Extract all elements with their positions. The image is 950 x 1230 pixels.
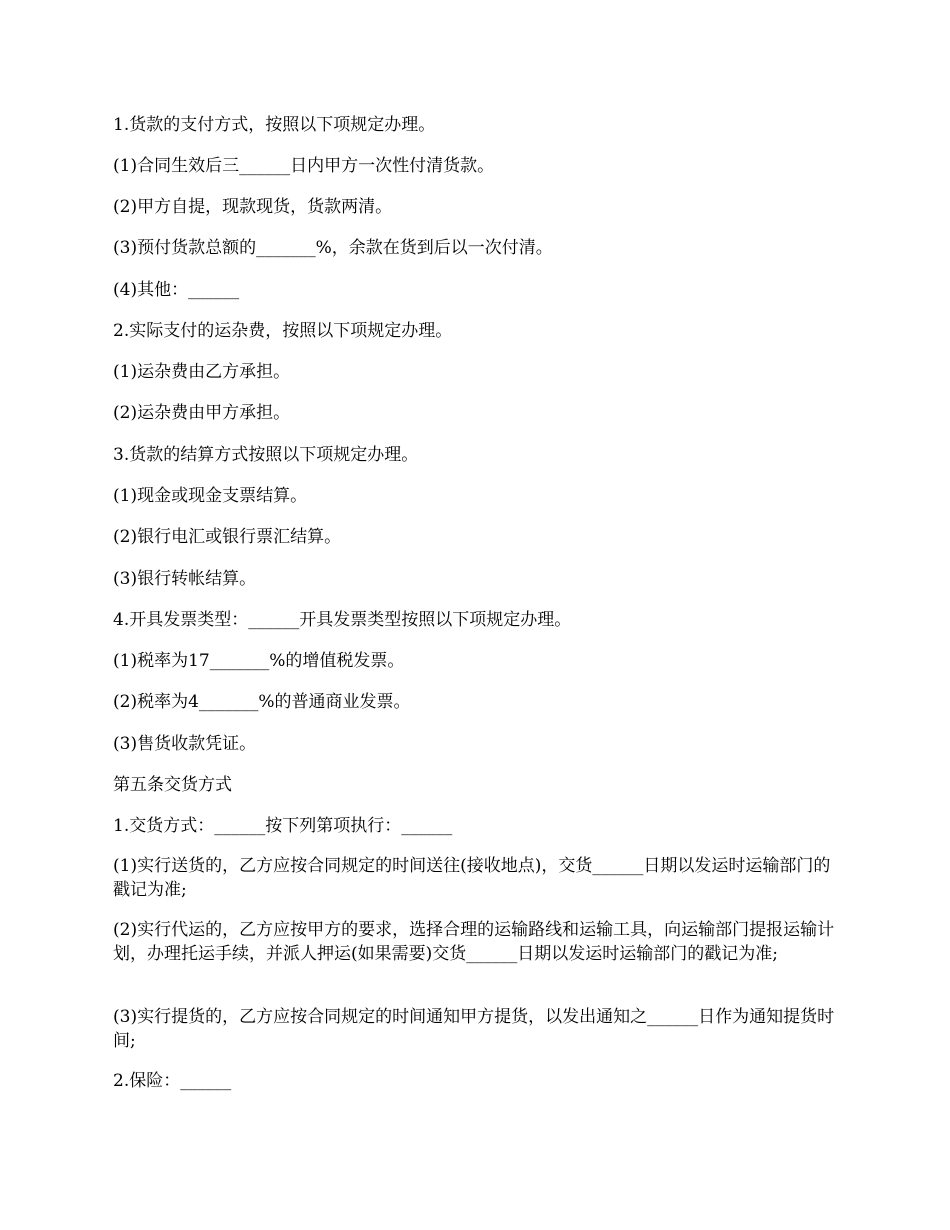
paragraph: 1.交货方式：______按下列第项执行：______: [113, 816, 453, 836]
paragraph: 3.货款的结算方式按照以下项规定办理。: [113, 445, 419, 465]
paragraph: 2.保险：______: [113, 1071, 232, 1091]
paragraph: 4.开具发票类型：______开具发票类型按照以下项规定办理。: [113, 610, 572, 630]
paragraph: (3)银行转帐结算。: [113, 569, 257, 589]
paragraph: (2)运杂费由甲方承担。: [113, 403, 291, 423]
paragraph: (2)甲方自提，现款现货，货款两清。: [113, 197, 393, 217]
paragraph: (3)实行提货的，乙方应按合同规定的时间通知甲方提货，以发出通知之______日作为通知提货时间;: [113, 1007, 835, 1051]
paragraph: 2.实际支付的运杂费，按照以下项规定办理。: [113, 321, 453, 341]
paragraph: (1)合同生效后三______日内甲方一次性付清货款。: [113, 156, 495, 176]
paragraph: (4)其他：______: [113, 280, 240, 300]
paragraph: (1)运杂费由乙方承担。: [113, 362, 291, 382]
paragraph: (1)税率为17_______%的增值税发票。: [113, 651, 405, 671]
paragraph: (3)售货收款凭证。: [113, 734, 257, 754]
paragraph: (2)实行代运的，乙方应按甲方的要求，选择合理的运输路线和运输工具，向运输部门提报运输计划，办理托运手续，并派人押运(如果需要)交货______日期以发运时运输部门的戳记为准;: [113, 920, 835, 964]
paragraph: (2)税率为4_______%的普通商业发票。: [113, 692, 411, 712]
paragraph: 1.货款的支付方式，按照以下项规定办理。: [113, 115, 436, 135]
section-heading: 第五条交货方式: [113, 775, 232, 795]
paragraph: (1)实行送货的，乙方应按合同规定的时间送往(接收地点)，交货______日期以发运时运输部门的戳记为准;: [113, 856, 831, 900]
paragraph: (1)现金或现金支票结算。: [113, 486, 308, 506]
paragraph: (2)银行电汇或银行票汇结算。: [113, 527, 342, 547]
paragraph: (3)预付货款总额的_______%，余款在货到后以一次付清。: [113, 238, 553, 258]
